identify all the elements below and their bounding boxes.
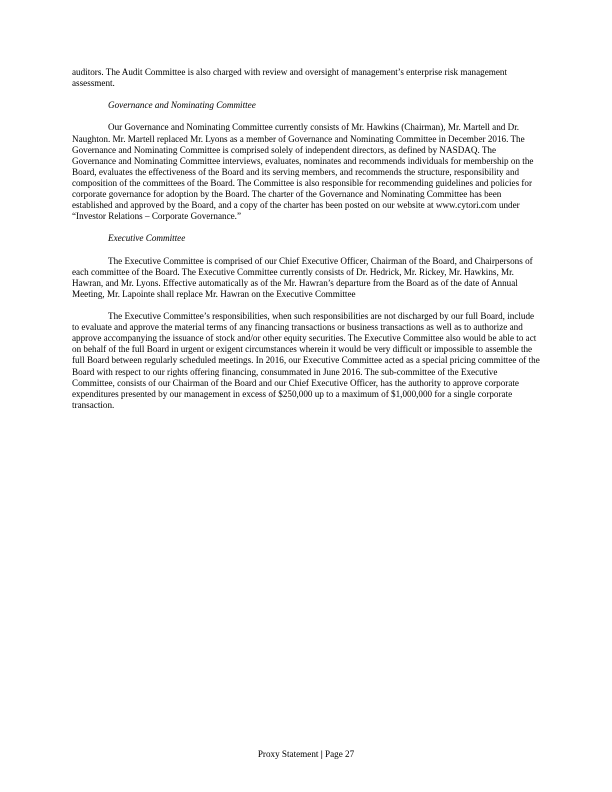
footer-page-number: Page 27 <box>325 749 355 759</box>
footer-label: Proxy Statement <box>257 749 319 759</box>
paragraph-governance: Our Governance and Nominating Committee currently consists of Mr. Hawkins (Chairman), Mr. Martell and Dr. Naughton. Mr. Martell replaced Mr. Lyons as a member of Governance and Nominating Committee in December 2016. The Governance and Nominating Committee is comprised solely of independent directors, as defined by NASDAQ. The Governance and Nominating Committee interviews, evaluates, nominates and recommends individuals for membership on the Board, evaluates the effectiveness of the Board and its serving members, and recommends the structure, responsibility and composition of the committees of the Board. The Committee is also responsible for recommending guidelines and policies for corporate governance for adoption by the Board. The charter of the Governance and Nominating Committee has been established and approved by the Board, and a copy of the charter has been posted on our website at www.cytori.com under “Investor Relations – Corporate Governance.” <box>72 122 534 222</box>
paragraph-executive-responsibilities: The Executive Committee’s responsibilities, when such responsibilities are not discharged by our full Board, include to evaluate and approve the material terms of any financing transactions or business transactions as well as to authorize and approve accompanying the issuance of stock and/or other equity securities. The Executive Committee also would be able to act on behalf of the full Board in urgent or exigent circumstances wherein it would be very difficult or impossible to assemble the full Board between regularly scheduled meetings. In 2016, our Executive Committee acted as a special pricing committee of the Board with respect to our rights offering financing, consummated in June 2016. The sub-committee of the Executive Committee, consists of our Chairman of the Board and our Chief Executive Officer, has the authority to approve corporate expenditures presented by our management in excess of $250,000 up to a maximum of $1,000,000 for a single corporate transaction. <box>72 311 540 410</box>
document-body <box>72 67 542 422</box>
footer-separator: | <box>320 749 323 759</box>
paragraph-executive-composition: The Executive Committee is comprised of our Chief Executive Officer, Chairman of the Board, and Chairpersons of each committee of the Board. The Executive Committee currently consists of Dr. Hedrick, Mr. Rickey, Mr. Hawkins, Mr. Hawran, and Mr. Lyons. Effective automatically as of the Mr. Hawran’s departure from the Board as of the date of Annual Meeting, Mr. Lapointe shall replace Mr. Hawran on the Executive Committee <box>72 255 533 299</box>
section-heading-executive: Executive Committee <box>108 233 186 244</box>
page-footer <box>0 749 612 760</box>
paragraph-audit-continuation: auditors. The Audit Committee is also charged with review and oversight of management’s enterprise risk management assessment. <box>72 67 508 89</box>
section-heading-governance: Governance and Nominating Committee <box>108 100 256 111</box>
